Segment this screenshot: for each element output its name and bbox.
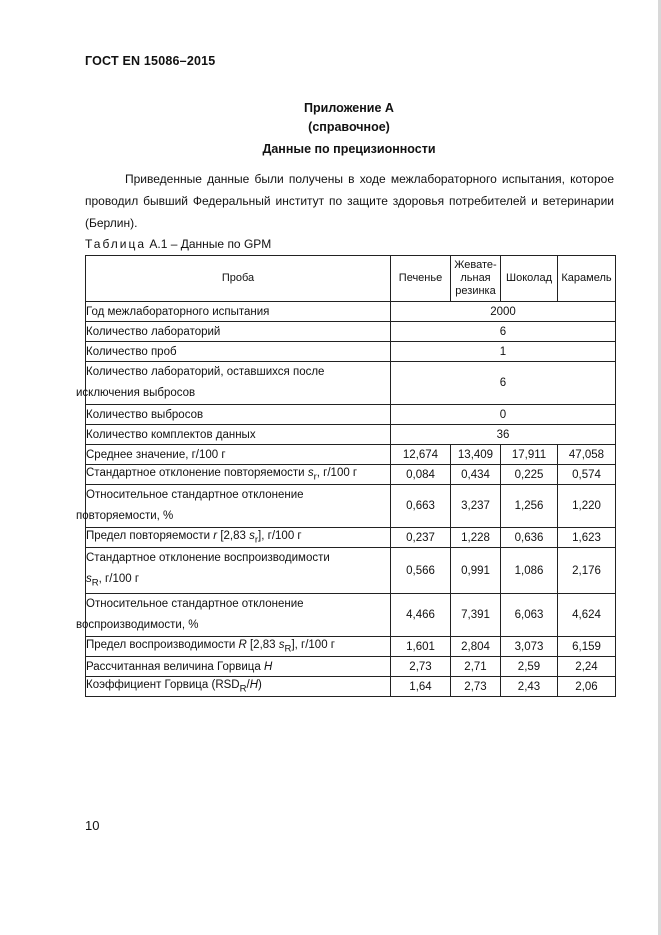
row-label-text: [2,83: [217, 529, 250, 542]
cell-value: 4,466: [391, 594, 451, 637]
row-label-text: Стандартное отклонение повторяемости: [86, 466, 308, 479]
symbol-R: R: [238, 639, 247, 652]
cell-value: 2,73: [391, 657, 451, 677]
cell-value: 7,391: [451, 594, 501, 637]
row-label: [76, 594, 391, 637]
cell-value: 1,601: [391, 637, 451, 657]
row-label: [86, 657, 391, 677]
cell-value: 2,71: [451, 657, 501, 677]
document-id: ГОСТ EN 15086–2015: [85, 54, 216, 68]
row-label-text: Предел повторяемости: [86, 529, 214, 542]
header-col-4: Карамель: [558, 256, 616, 302]
cell-value: 1,220: [558, 485, 616, 528]
row-label: [86, 637, 391, 657]
cell-value: 3,073: [501, 637, 558, 657]
symbol-r: r: [213, 529, 218, 542]
cell-value: 2,59: [501, 657, 558, 677]
row-value: 0: [391, 405, 616, 425]
row-label: [86, 677, 391, 697]
row-label-line: Относительное стандартное отклонение: [86, 598, 304, 611]
appendix-subtitle: (справочное): [308, 120, 390, 134]
table-caption: [85, 237, 271, 251]
row-label-text: ): [258, 679, 262, 692]
subscript-R: R: [284, 643, 292, 655]
symbol-s: s: [307, 466, 314, 479]
table-row: [86, 485, 616, 528]
table-caption-text: А.1 – Данные по GPM: [146, 237, 272, 251]
header-col-3: Шоколад: [501, 256, 558, 302]
row-label: Количество комплектов данных: [86, 425, 391, 445]
row-label-text: /: [246, 679, 250, 692]
table-row: [86, 637, 616, 657]
table-row: [86, 302, 616, 322]
cell-value: 0,636: [501, 528, 558, 548]
cell-value: 4,624: [558, 594, 616, 637]
header-col-2-line: льная: [460, 272, 491, 284]
row-label-text: Коэффициент Горвица (RSD: [86, 679, 240, 692]
cell-value: 47,058: [558, 445, 616, 465]
cell-value: 1,228: [451, 528, 501, 548]
row-label: Год межлабораторного испытания: [86, 302, 391, 322]
cell-value: 12,674: [391, 445, 451, 465]
row-label-unit: ], г/100 г: [258, 529, 302, 542]
row-label: [86, 548, 391, 594]
row-label-text: Предел воспроизводимости: [86, 639, 239, 652]
row-value: 36: [391, 425, 616, 445]
row-label-unit: ], г/100 г: [291, 639, 335, 652]
symbol-H: H: [263, 660, 273, 673]
table-caption-prefix: Таблица: [85, 237, 147, 251]
table-row: [86, 548, 616, 594]
symbol-H: H: [249, 679, 259, 692]
row-label: Количество лабораторий: [86, 322, 391, 342]
row-value: 1: [391, 342, 616, 362]
cell-value: 6,159: [558, 637, 616, 657]
row-label-line: Относительное стандартное отклонение: [86, 489, 304, 501]
row-label-line: Количество лабораторий, оставшихся после: [86, 366, 325, 378]
subscript-r: r: [313, 471, 317, 483]
row-label: Среднее значение, г/100 г: [86, 445, 391, 465]
subscript-R: R: [91, 577, 99, 589]
page-number: 10: [85, 818, 100, 833]
cell-value: 13,409: [451, 445, 501, 465]
header-col-1: Печенье: [391, 256, 451, 302]
row-value: 6: [391, 362, 616, 405]
table-row: [86, 677, 616, 697]
row-value: 6: [391, 322, 616, 342]
row-label-line: [86, 569, 390, 593]
header-col-2-line: Жевате-: [454, 259, 497, 271]
cell-value: 0,663: [391, 485, 451, 528]
header-sample: Проба: [86, 256, 391, 302]
row-label-text: [2,83: [246, 639, 279, 652]
subscript-r: r: [254, 534, 259, 546]
cell-value: 2,176: [558, 548, 616, 594]
row-label: Количество выбросов: [86, 405, 391, 425]
table-row: [86, 425, 616, 445]
row-label-unit: , г/100 г: [316, 466, 358, 479]
subscript-R: R: [239, 683, 247, 695]
row-label: [76, 485, 391, 528]
cell-value: 2,43: [501, 677, 558, 697]
cell-value: 2,73: [451, 677, 501, 697]
cell-value: 17,911: [501, 445, 558, 465]
row-label: Количество проб: [86, 342, 391, 362]
table-row: [86, 445, 616, 465]
table-row: [86, 657, 616, 677]
cell-value: 1,623: [558, 528, 616, 548]
cell-value: 0,237: [391, 528, 451, 548]
cell-value: 6,063: [501, 594, 558, 637]
cell-value: 2,24: [558, 657, 616, 677]
cell-value: 0,434: [451, 465, 501, 485]
table-row: [86, 465, 616, 485]
cell-value: 0,574: [558, 465, 616, 485]
cell-value: 1,64: [391, 677, 451, 697]
cell-value: 0,566: [391, 548, 451, 594]
row-label: [76, 362, 391, 405]
table-header-row: [86, 256, 616, 302]
row-label-text: Рассчитанная величина Горвица: [86, 660, 264, 673]
symbol-s: s: [278, 639, 285, 652]
precision-data-table: [76, 255, 616, 697]
cell-value: 0,225: [501, 465, 558, 485]
header-col-2: [451, 256, 501, 302]
table-row: [86, 322, 616, 342]
row-label-line: воспроизводимости, %: [76, 619, 199, 632]
section-title: Данные по прецизионности: [262, 142, 436, 156]
table-row: [86, 594, 616, 637]
symbol-s: s: [86, 573, 92, 585]
row-label: [86, 465, 391, 485]
table-row: [86, 342, 616, 362]
row-label-unit: , г/100 г: [98, 573, 140, 585]
cell-value: 0,991: [451, 548, 501, 594]
cell-value: 1,256: [501, 485, 558, 528]
header-col-2-line: резинка: [455, 285, 496, 297]
table-row: [86, 528, 616, 548]
table-row: [86, 362, 616, 405]
row-label-line: повторяемости, %: [76, 510, 174, 522]
cell-value: 3,237: [451, 485, 501, 528]
cell-value: 2,804: [451, 637, 501, 657]
table-row: [86, 405, 616, 425]
cell-value: 1,086: [501, 548, 558, 594]
row-label-line: Стандартное отклонение воспроизводимости: [86, 552, 330, 564]
intro-paragraph: Приведенные данные были получены в ходе межлабораторного испытания, которое проводил бывший Федеральный институт по защите здоровья потребителей и ветеринарии (Берлин).: [85, 172, 614, 230]
symbol-s: s: [249, 529, 255, 542]
cell-value: 2,06: [558, 677, 616, 697]
row-value: 2000: [391, 302, 616, 322]
row-label-line: исключения выбросов: [76, 387, 196, 399]
appendix-title: Приложение А: [304, 101, 394, 115]
row-label: [86, 528, 391, 548]
cell-value: 0,084: [391, 465, 451, 485]
